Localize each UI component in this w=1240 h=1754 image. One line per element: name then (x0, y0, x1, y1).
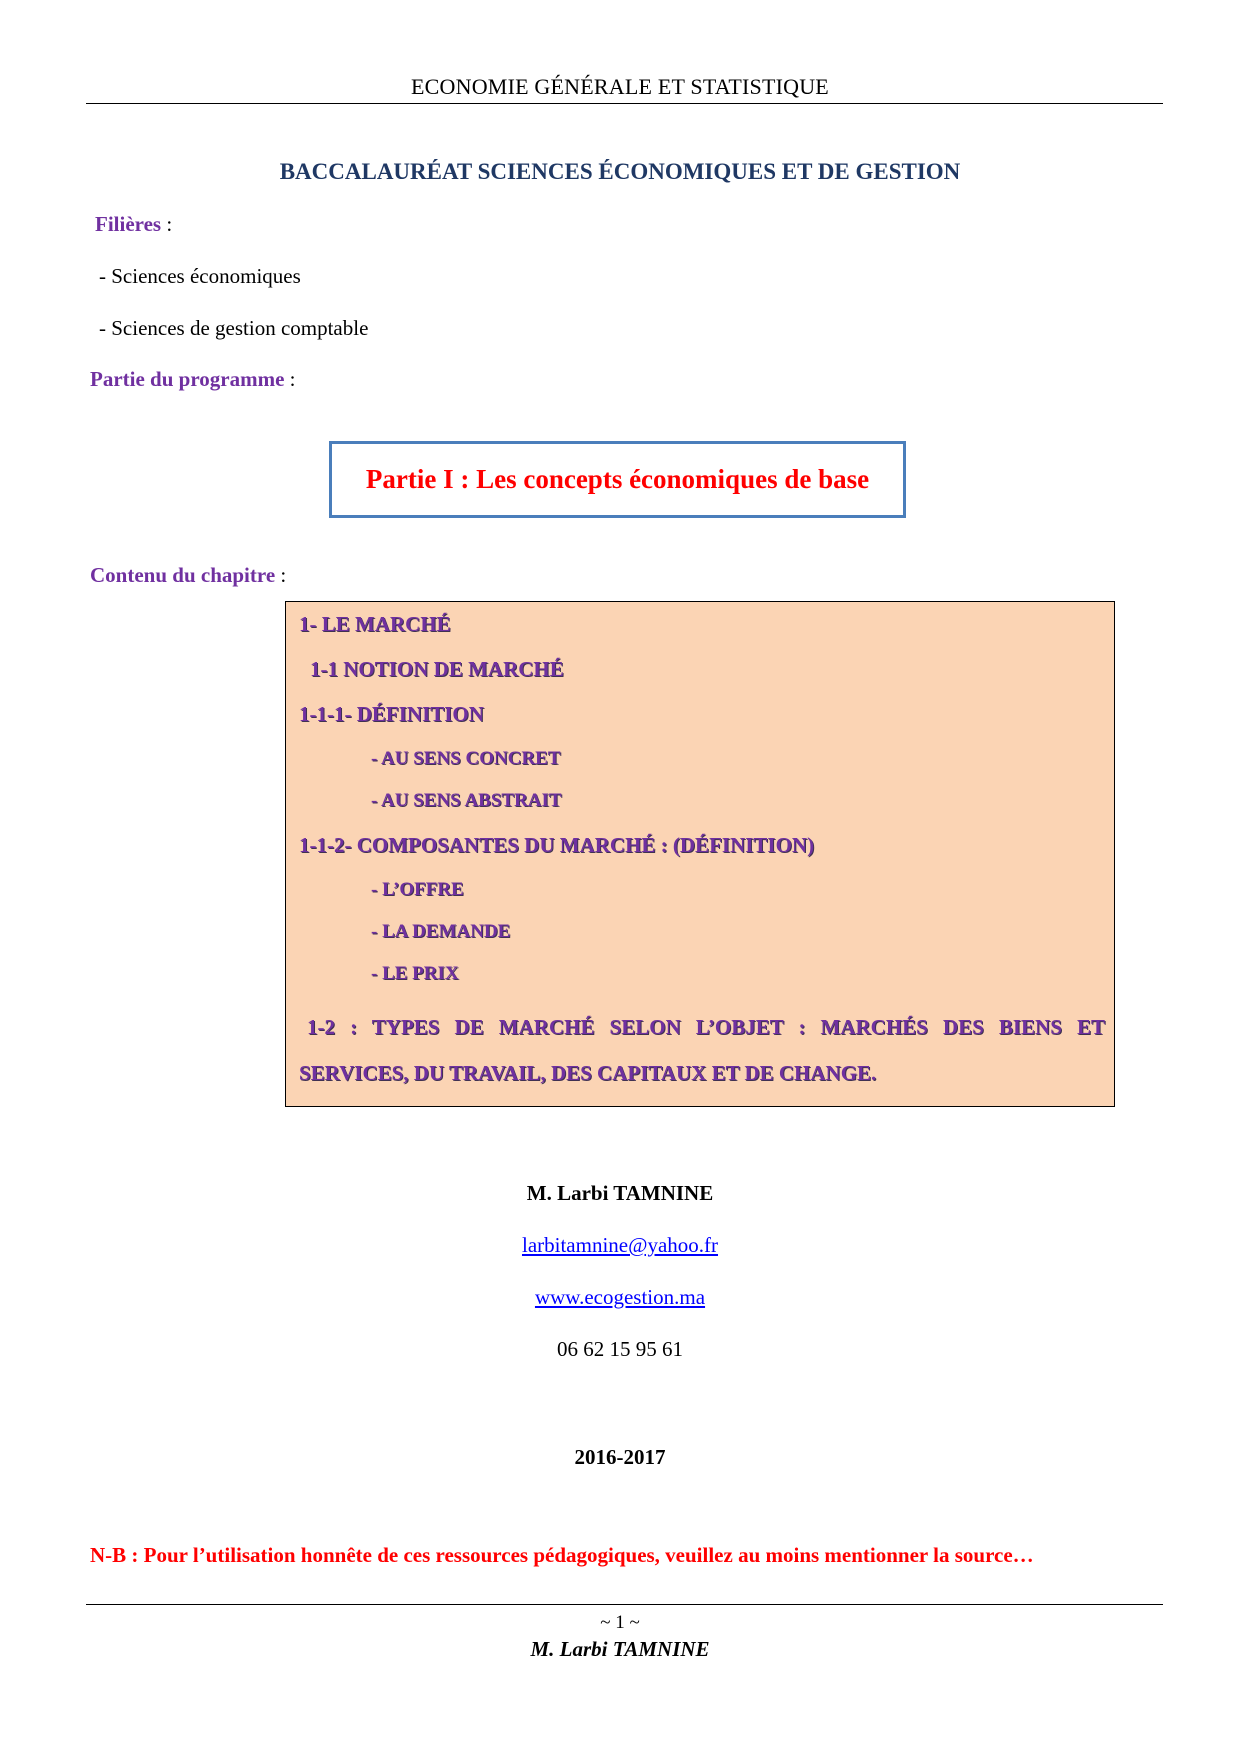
toc-item: - AU SENS CONCRET (371, 748, 561, 769)
programme-box (329, 441, 906, 518)
toc-item: - L’OFFRE (371, 879, 464, 900)
programme-colon: : (284, 367, 296, 391)
author-phone: 06 62 15 95 61 (557, 1337, 683, 1361)
toc-item: - LE PRIX (371, 963, 459, 984)
chapter-contents-box (285, 601, 1115, 1107)
toc-item: 1- LE MARCHÉ (299, 612, 451, 636)
main-title: BACCALAURÉAT SCIENCES ÉCONOMIQUES ET DE GESTION (279, 159, 961, 184)
author-name: M. Larbi TAMNINE (526, 1181, 714, 1205)
page-number: ~ 1 ~ (600, 1612, 640, 1633)
filiere-item: - Sciences de gestion comptable (99, 316, 369, 340)
toc-item: 1-1 NOTION DE MARCHÉ (310, 657, 564, 681)
toc-item: 1-1-2- COMPOSANTES DU MARCHÉ : (DÉFINITION) (299, 833, 815, 857)
filieres-label: Filières (95, 212, 162, 236)
toc-item: 1-2 : TYPES DE MARCHÉ SELON L’OBJET : MARCHÉS DES BIENS ET SERVICES, DU TRAVAIL, DES CAPITAUX ET DE CHANGE. (299, 1015, 1105, 1085)
footer-author: M. Larbi TAMNINE (530, 1637, 710, 1661)
author-email-link[interactable]: larbitamnine@yahoo.fr (521, 1233, 719, 1257)
programme-box-title: Partie I : Les concepts économiques de base (365, 464, 870, 494)
contenu-label: Contenu du chapitre (90, 563, 276, 587)
filieres-heading (95, 212, 172, 237)
filiere-item: - Sciences économiques (99, 264, 301, 288)
programme-heading (90, 367, 296, 392)
programme-label: Partie du programme (90, 367, 285, 391)
header-title: ECONOMIE GÉNÉRALE ET STATISTIQUE (411, 74, 829, 99)
school-year: 2016-2017 (574, 1445, 666, 1469)
header-divider (86, 103, 1163, 104)
contenu-heading (90, 563, 286, 588)
toc-item: 1-1-1- DÉFINITION (299, 702, 484, 726)
usage-note: N-B : Pour l’utilisation honnête de ces ressources pédagogiques, veuillez au moins mentionner la source… (90, 1543, 1034, 1567)
toc-item: - AU SENS ABSTRAIT (371, 790, 562, 811)
filieres-colon: : (161, 212, 173, 236)
toc-item: - LA DEMANDE (371, 921, 511, 942)
website-link[interactable]: www.ecogestion.ma (534, 1285, 706, 1309)
footer-divider (86, 1604, 1163, 1605)
contenu-colon: : (275, 563, 287, 587)
